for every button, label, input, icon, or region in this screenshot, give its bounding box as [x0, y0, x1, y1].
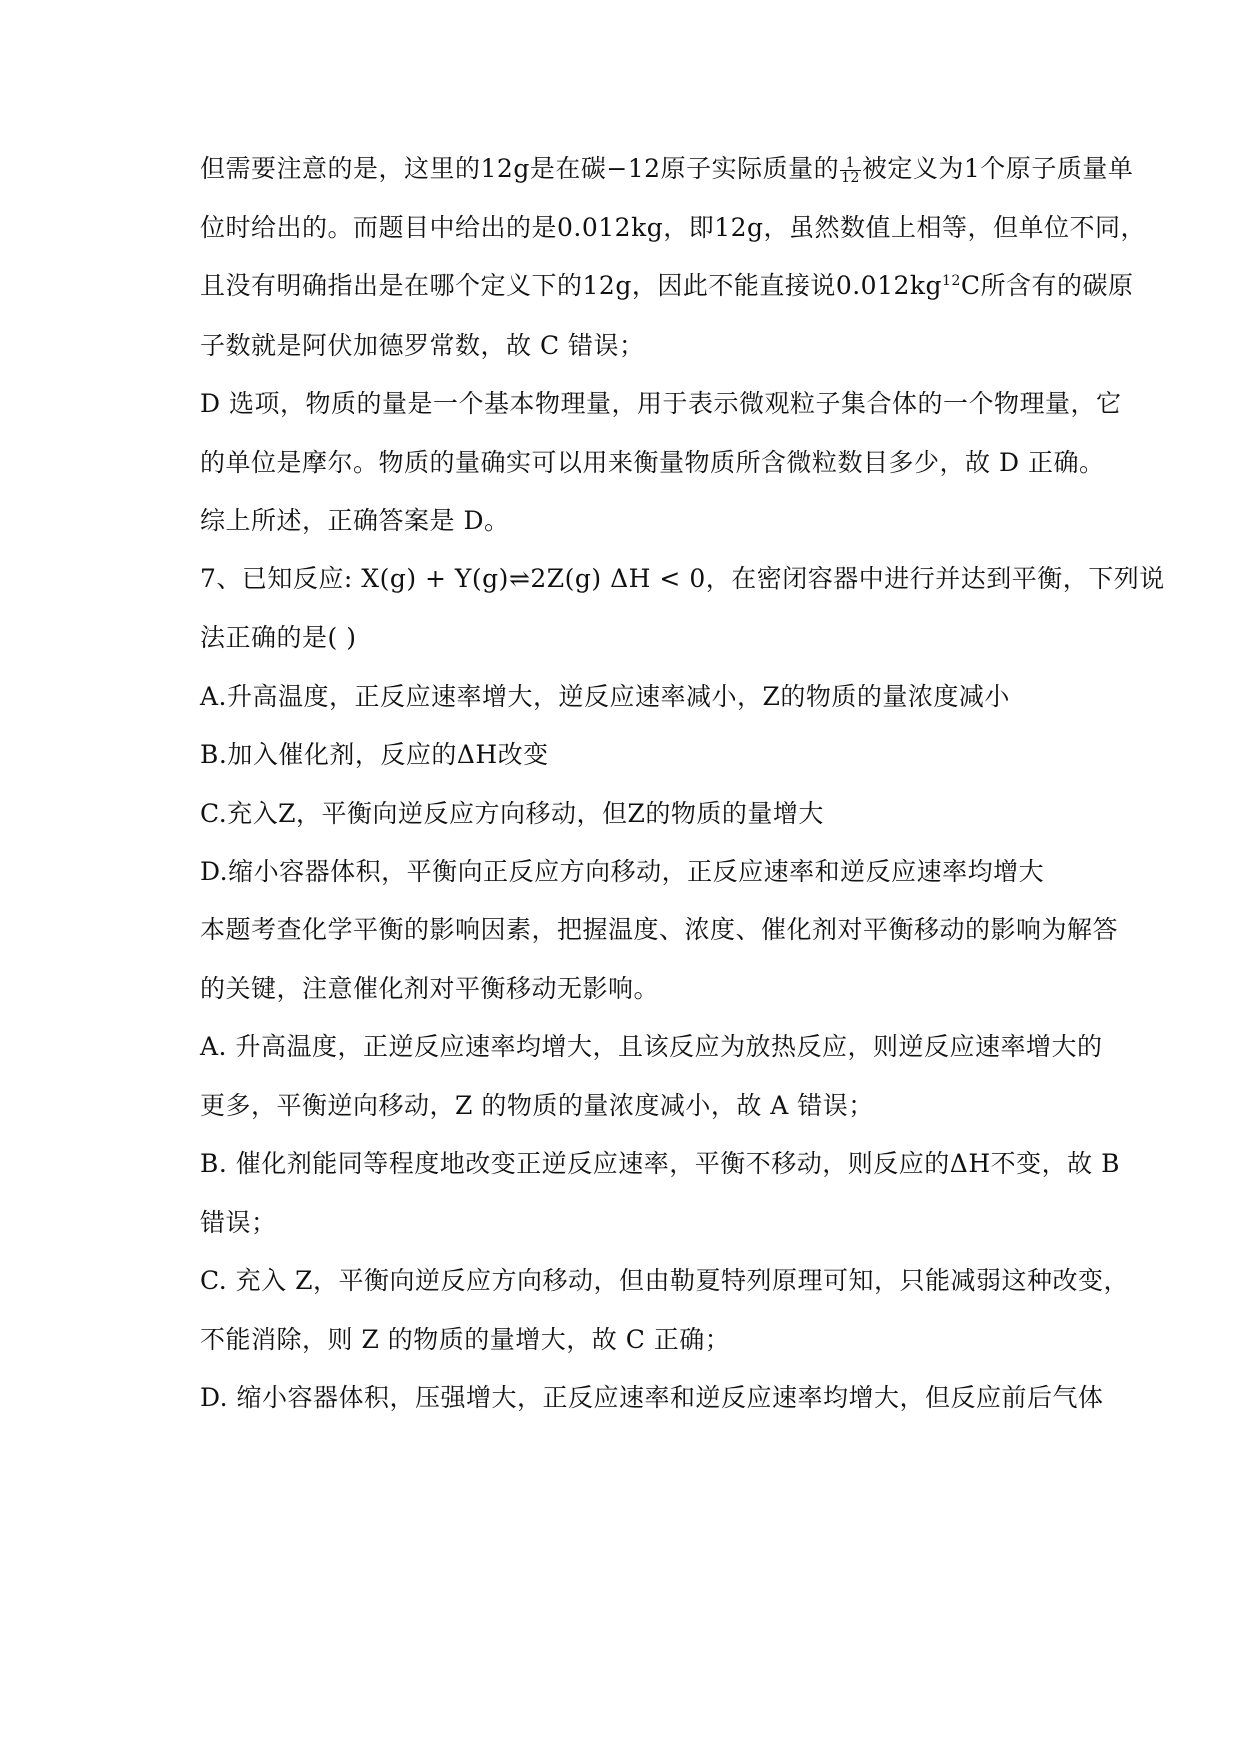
text-line-4: 子数就是阿伏加德罗常数，故 C 错误；	[200, 331, 645, 360]
text-segment: 且没有明确指出是在哪个定义下的12g，因此不能直接说0.012kg	[200, 271, 943, 300]
analysis-line-2: 的关键，注意催化剂对平衡移动无影响。	[200, 974, 660, 1003]
fraction-denominator: 12	[841, 170, 860, 186]
text-line-6: 的单位是摩尔。物质的量确实可以用来衡量物质所含微粒数目多少，故 D 正确。	[200, 448, 1105, 477]
explanation-d-line-1: D. 缩小容器体积，压强增大，正反应速率和逆反应速率均增大，但反应前后气体	[200, 1383, 1104, 1412]
text-segment: C所含有的碳原	[960, 271, 1134, 300]
analysis-line-1: 本题考查化学平衡的影响因素，把握温度、浓度、催化剂对平衡移动的影响为解答	[200, 915, 1119, 944]
text-line-5: D 选项，物质的量是一个基本物理量，用于表示微观粒子集合体的一个物理量，它	[200, 389, 1122, 418]
isotope-superscript: 12	[942, 273, 961, 289]
text-segment: 被定义为1个原子质量单	[861, 154, 1134, 183]
explanation-c-line-2: 不能消除，则 Z 的物质的量增大，故 C 正确；	[200, 1325, 731, 1354]
explanation-a-line-2: 更多，平衡逆向移动，Z 的物质的量浓度减小，故 A 错误；	[200, 1091, 874, 1120]
question-7-stem: 7、已知反应: X(g) + Y(g)⇌2Z(g) ΔH < 0，在密闭容器中进行并达到平衡，下列说	[200, 564, 1165, 593]
option-b: B.加入催化剂，反应的ΔH改变	[200, 740, 549, 769]
explanation-c-line-1: C. 充入 Z，平衡向逆反应方向移动，但由勒夏特列原理可知，只能减弱这种改变，	[200, 1266, 1129, 1295]
explanation-b-line-2: 错误；	[200, 1208, 277, 1237]
text-line-1	[200, 153, 1133, 185]
text-line-7: 综上所述，正确答案是 D。	[200, 506, 510, 535]
question-7-stem-cont: 法正确的是( )	[200, 623, 357, 652]
fraction-one-twelfth	[840, 156, 861, 185]
text-segment: 但需要注意的是，这里的12g是在碳−12原子实际质量的	[200, 154, 840, 183]
text-line-2: 位时给出的。而题目中给出的是0.012kg，即12g，虽然数值上相等，但单位不同，	[200, 213, 1147, 242]
option-c: C.充入Z，平衡向逆反应方向移动，但Z的物质的量增大	[200, 799, 824, 828]
option-a: A.升高温度，正反应速率增大，逆反应速率减小，Z的物质的量浓度减小	[200, 682, 1010, 711]
fraction-numerator: 1	[840, 156, 861, 171]
option-d: D.缩小容器体积，平衡向正反应方向移动，正反应速率和逆反应速率均增大	[200, 857, 1045, 886]
explanation-b-line-1: B. 催化剂能同等程度地改变正逆反应速率，平衡不移动，则反应的ΔH不变，故 B	[200, 1149, 1120, 1178]
text-line-3	[200, 270, 1134, 302]
explanation-a-line-1: A. 升高温度，正逆反应速率均增大，且该反应为放热反应，则逆反应速率增大的	[200, 1032, 1103, 1061]
